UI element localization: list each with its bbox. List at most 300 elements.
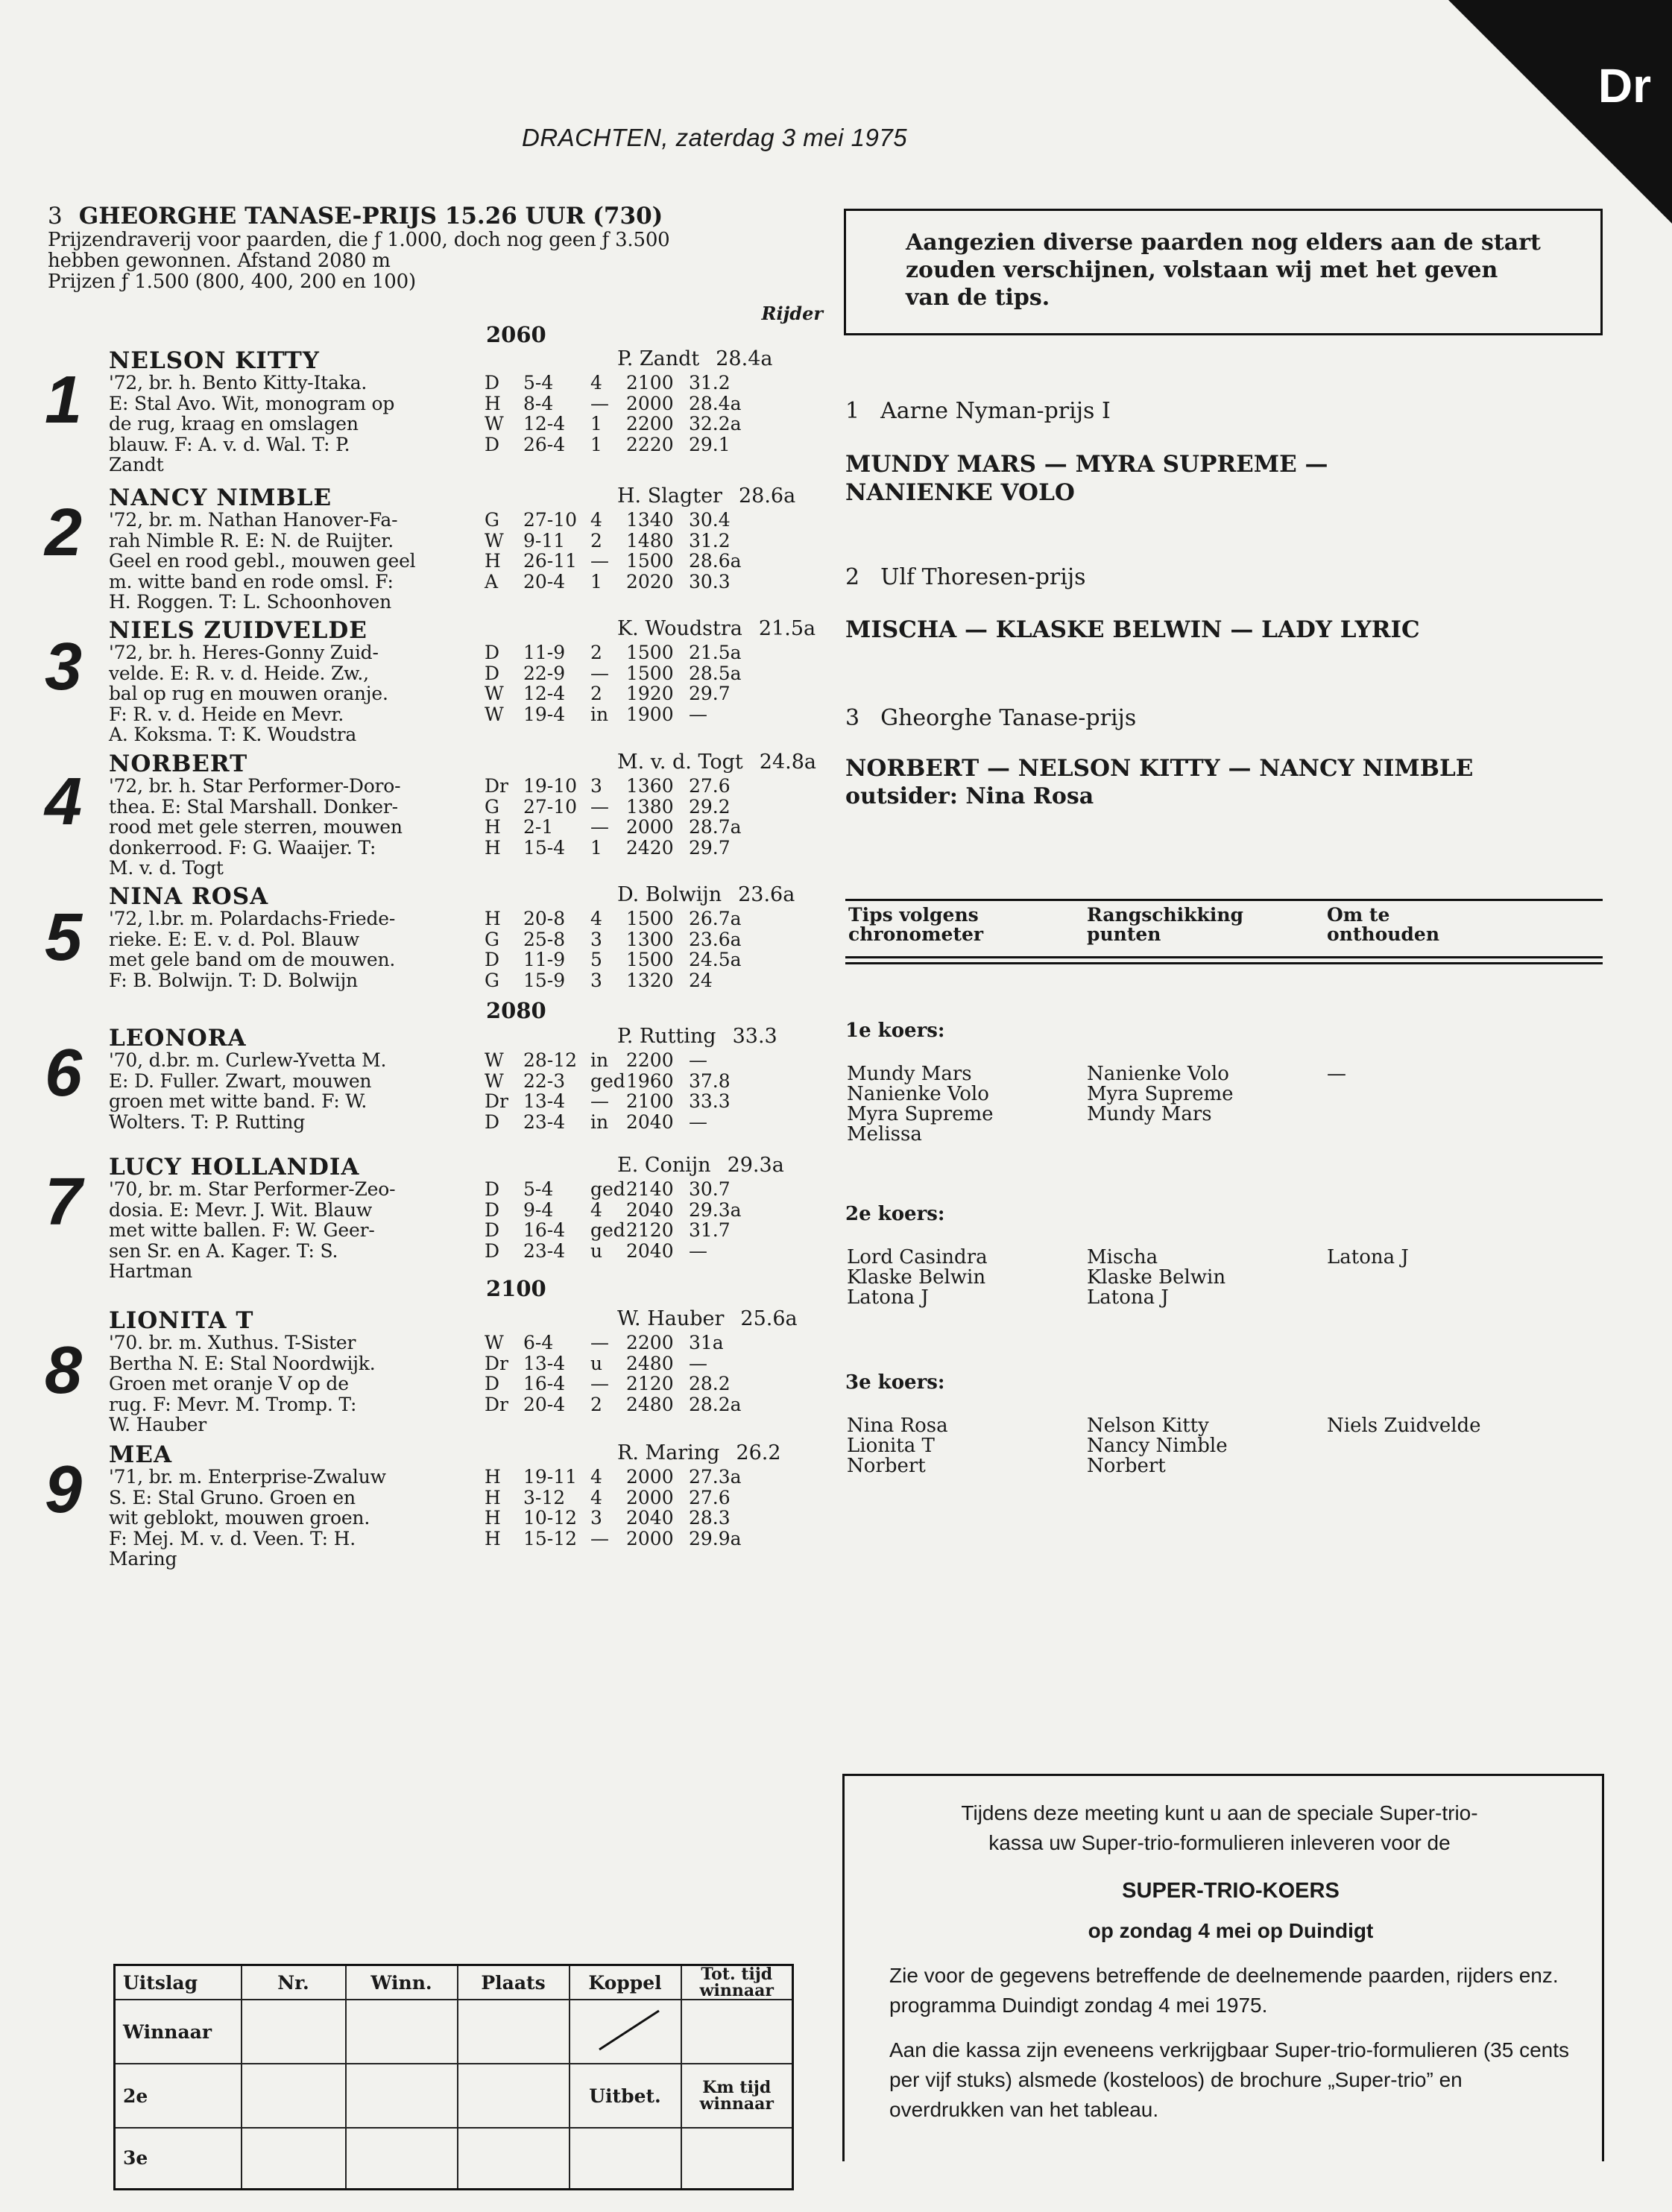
- koers-onthouden-column: [1327, 1064, 1346, 1084]
- description-line: de rug, kraag en omslagen: [109, 413, 359, 434]
- performance-row: [485, 1179, 742, 1200]
- performance-cell: 3-12: [523, 1486, 566, 1508]
- performance-cell: 2-1: [523, 816, 554, 838]
- horse-description: [109, 1050, 511, 1132]
- horse-description: [109, 1333, 511, 1435]
- performance-cell: 1500: [626, 662, 674, 684]
- performance-cell: 29.7: [689, 683, 731, 704]
- performance-cell: 2000: [626, 1466, 674, 1488]
- performance-row: [485, 551, 742, 572]
- rider-record: [617, 1307, 798, 1330]
- description-line: S. E: Stal Gruno. Groen en: [109, 1486, 356, 1508]
- performance-row: [485, 1071, 731, 1092]
- performance-row: [485, 1467, 742, 1488]
- koers-horse-name: Norbert: [1087, 1455, 1166, 1477]
- tip-picks-line: NORBERT — NELSON KITTY — NANCY NIMBLE: [845, 755, 1474, 782]
- performance-cell: 24.5a: [689, 949, 742, 970]
- performance-cell: 19-11: [523, 1466, 578, 1488]
- record-time: 24.8a: [759, 750, 816, 774]
- uitbet-label: Uitbet.: [570, 2064, 681, 2128]
- record-time: 29.3a: [727, 1154, 784, 1177]
- performance-list: [485, 908, 742, 990]
- performance-cell: 2100: [626, 372, 674, 394]
- result-row-label: Winnaar: [115, 2000, 242, 2064]
- performance-cell: 26-4: [523, 433, 566, 455]
- performance-cell: 26.7a: [689, 908, 742, 929]
- rider-name: K. Woudstra: [617, 617, 742, 640]
- performance-cell: 33.3: [689, 1090, 731, 1112]
- result-cell: [242, 2000, 346, 2064]
- performance-list: [485, 1050, 731, 1132]
- rijder-label: Rijder: [761, 303, 823, 324]
- performance-cell: 2040: [626, 1110, 674, 1133]
- performance-cell: —: [590, 1373, 609, 1394]
- performance-cell: H: [485, 1507, 501, 1529]
- performance-cell: 3: [590, 969, 602, 991]
- performance-cell: D: [485, 1178, 500, 1200]
- performance-cell: 25-8: [523, 928, 566, 950]
- rider-record: [617, 883, 795, 906]
- horse-number: 1: [45, 363, 83, 437]
- performance-cell: H: [485, 1527, 501, 1549]
- performance-row: [485, 572, 742, 592]
- performance-cell: 19-10: [523, 775, 578, 797]
- performance-cell: 21.5a: [689, 642, 742, 663]
- performance-cell: H: [485, 1466, 501, 1488]
- description-line: rug. F: Mevr. M. Tromp. T:: [109, 1393, 357, 1415]
- description-line: Groen met oranje V op de: [109, 1373, 349, 1394]
- performance-cell: 1: [590, 570, 602, 592]
- tip-race-name: Ulf Thoresen-prijs: [880, 564, 1086, 590]
- performance-cell: 5: [590, 949, 602, 970]
- koers-punten-column: [1087, 1416, 1228, 1476]
- performance-cell: 31.7: [689, 1219, 731, 1241]
- performance-cell: D: [485, 372, 500, 394]
- koers-horse-name: Mundy Mars: [1087, 1103, 1212, 1125]
- horse-description: [109, 1467, 511, 1570]
- koers-horse-name: Norbert: [847, 1455, 926, 1477]
- performance-cell: 27.3a: [689, 1466, 742, 1488]
- result-cell: [681, 2128, 793, 2189]
- performance-cell: 2140: [626, 1178, 674, 1200]
- tip-race-heading: [845, 564, 1086, 590]
- performance-cell: 15-4: [523, 836, 566, 859]
- performance-row: [485, 949, 742, 970]
- performance-cell: 3: [590, 1507, 602, 1529]
- horse-name: NORBERT: [109, 750, 248, 777]
- performance-cell: 28.2a: [689, 1393, 742, 1415]
- performance-cell: ged: [590, 1178, 625, 1200]
- tip-race-name: Aarne Nyman-prijs I: [880, 398, 1111, 424]
- performance-cell: 2000: [626, 816, 674, 838]
- result-cell: [346, 2000, 458, 2064]
- performance-cell: D: [485, 433, 500, 455]
- performance-cell: 23.6a: [689, 928, 742, 950]
- race-number: 3: [48, 203, 63, 230]
- koers-chrono-column: [847, 1064, 994, 1145]
- race-title-text: GHEORGHE TANASE-PRIJS 15.26 UUR (730): [78, 203, 663, 230]
- horse-name: NANCY NIMBLE: [109, 484, 332, 511]
- tips-table-header: [845, 899, 1603, 964]
- koers-label: 1e koers:: [845, 1020, 945, 1042]
- description-line: m. witte band en rode omsl. F:: [109, 570, 394, 592]
- performance-cell: in: [590, 1049, 609, 1071]
- performance-cell: 27.6: [689, 775, 731, 797]
- performance-cell: 28.7a: [689, 816, 742, 838]
- rider-name: E. Conijn: [617, 1154, 711, 1177]
- performance-cell: 9-11: [523, 529, 566, 552]
- description-line: '70. br. m. Xuthus. T-Sister: [109, 1332, 356, 1353]
- performance-cell: 2040: [626, 1198, 674, 1221]
- performance-cell: 3: [590, 775, 602, 797]
- koers-horse-name: Latona J: [1327, 1246, 1409, 1268]
- description-line: rood met gele sterren, mouwen: [109, 816, 403, 838]
- performance-cell: 5-4: [523, 1178, 554, 1200]
- performance-cell: 30.4: [689, 509, 731, 531]
- koers-punten-column: [1087, 1064, 1234, 1125]
- performance-cell: 2420: [626, 836, 674, 859]
- performance-cell: 1380: [626, 795, 674, 818]
- performance-row: [485, 817, 742, 838]
- tip-race-heading: [845, 398, 1111, 424]
- performance-cell: 24: [689, 969, 713, 991]
- performance-cell: 29.7: [689, 836, 731, 859]
- performance-row: [485, 838, 742, 859]
- tip-race-heading: [845, 705, 1136, 731]
- description-line: Wolters. T: P. Rutting: [109, 1110, 306, 1133]
- performance-row: [485, 663, 742, 684]
- performance-cell: H: [485, 550, 501, 572]
- performance-cell: 2480: [626, 1393, 674, 1415]
- rider-record: [617, 1025, 777, 1048]
- record-time: 33.3: [732, 1025, 777, 1048]
- race-desc-1: Prijzendraverij voor paarden, die ƒ 1.000, doch nog geen ƒ 3.500: [48, 229, 670, 251]
- rider-name: M. v. d. Togt: [617, 750, 743, 774]
- description-line: '70, d.br. m. Curlew-Yvetta M.: [109, 1049, 387, 1071]
- performance-row: [485, 776, 742, 797]
- performance-cell: 6-4: [523, 1332, 554, 1353]
- description-line: bal op rug en mouwen oranje.: [109, 683, 388, 704]
- performance-list: [485, 1179, 742, 1261]
- performance-cell: 2100: [626, 1090, 674, 1112]
- koers-horse-name: Nanienke Volo: [847, 1083, 989, 1105]
- record-time: 21.5a: [758, 617, 816, 640]
- koers-horse-name: Klaske Belwin: [847, 1266, 986, 1289]
- tip-number: 2: [845, 564, 860, 590]
- performance-cell: 30.3: [689, 570, 731, 592]
- divider: [845, 956, 1603, 958]
- race-desc-2: hebben gewonnen. Afstand 2080 m: [48, 250, 391, 272]
- rider-record: [617, 484, 795, 508]
- tip-number: 3: [845, 705, 860, 731]
- description-line: thea. E: Stal Marshall. Donker-: [109, 795, 398, 818]
- tip-picks: [845, 754, 1473, 811]
- record-time: 23.6a: [738, 883, 795, 906]
- description-line: '71, br. m. Enterprise-Zwaluw: [109, 1466, 386, 1488]
- horse-number: 6: [45, 1036, 83, 1110]
- performance-cell: 15-12: [523, 1527, 578, 1549]
- horse-number: 7: [45, 1165, 83, 1239]
- performance-cell: 20-4: [523, 1393, 566, 1415]
- performance-cell: 29.1: [689, 433, 731, 455]
- performance-cell: D: [485, 1110, 500, 1133]
- performance-row: [485, 1394, 742, 1415]
- rider-name: H. Slagter: [617, 484, 722, 508]
- koers-chrono-column: [847, 1248, 988, 1308]
- performance-cell: H: [485, 392, 501, 414]
- col-header-chronometer: Tips volgens chronometer: [848, 904, 984, 945]
- koppel-slash-cell: [570, 2000, 681, 2064]
- performance-cell: 2000: [626, 1527, 674, 1549]
- performance-cell: 2: [590, 683, 602, 704]
- horse-number: 5: [45, 900, 83, 975]
- performance-cell: D: [485, 1239, 500, 1262]
- performance-cell: 2020: [626, 570, 674, 592]
- koers-horse-name: Myra Supreme: [847, 1103, 994, 1125]
- performance-cell: G: [485, 795, 499, 818]
- performance-cell: in: [590, 1110, 609, 1133]
- performance-row: [485, 1374, 742, 1394]
- slash-mark: [584, 2003, 666, 2055]
- description-line: met gele band om de mouwen.: [109, 949, 396, 970]
- performance-cell: 1500: [626, 908, 674, 929]
- result-table: [113, 1964, 794, 2190]
- horse-name: NINA ROSA: [109, 883, 269, 910]
- performance-cell: D: [485, 1373, 500, 1394]
- result-cell: [681, 2000, 793, 2064]
- performance-row: [485, 683, 742, 704]
- performance-cell: H: [485, 1486, 501, 1508]
- performance-cell: 2120: [626, 1219, 674, 1241]
- info-paragraph: Aan die kassa zijn eveneens verkrijgbaar Super-trio-formulieren (35 cents per vijf stuks) alsmede (kosteloos) de brochure „Super-trio” en overdrukken van het tableau.: [889, 2038, 1569, 2121]
- performance-cell: 31.2: [689, 529, 731, 552]
- performance-cell: Dr: [485, 775, 508, 797]
- performance-list: [485, 776, 742, 858]
- performance-list: [485, 642, 742, 724]
- performance-cell: 15-9: [523, 969, 566, 991]
- performance-cell: D: [485, 1219, 500, 1241]
- performance-cell: 2: [590, 1393, 602, 1415]
- notice-box: Aangezien diverse paarden nog elders aan de start zouden verschijnen, volstaan wij met het geven van de tips.: [844, 209, 1603, 335]
- rider-record: [617, 617, 816, 640]
- performance-cell: 23-4: [523, 1239, 566, 1262]
- horse-description: [109, 510, 511, 613]
- performance-cell: —: [590, 662, 609, 684]
- performance-cell: G: [485, 928, 499, 950]
- performance-cell: u: [590, 1352, 603, 1374]
- koers-horse-name: —: [1327, 1063, 1346, 1085]
- performance-cell: 4: [590, 1466, 602, 1488]
- performance-row: [485, 704, 742, 725]
- performance-row: [485, 1220, 742, 1241]
- horse-name: MEA: [109, 1441, 172, 1468]
- performance-cell: 10-12: [523, 1507, 578, 1529]
- km-tijd-label: Km tijd winnaar: [681, 2064, 793, 2128]
- rider-record: [617, 1154, 784, 1177]
- performance-cell: 31.2: [689, 372, 731, 394]
- col-header-punten: Rangschikking punten: [1087, 904, 1243, 945]
- description-line: F: Mej. M. v. d. Veen. T: H.: [109, 1527, 356, 1549]
- description-line: E: Stal Avo. Wit, monogram op: [109, 392, 395, 414]
- description-line: '70, br. m. Star Performer-Zeo-: [109, 1178, 396, 1200]
- performance-list: [485, 1333, 742, 1415]
- result-cell: [458, 2064, 570, 2128]
- performance-row: [485, 970, 742, 991]
- performance-cell: 20-8: [523, 908, 566, 929]
- result-cell: [242, 2128, 346, 2189]
- performance-row: [485, 394, 742, 414]
- description-line: met witte ballen. F: W. Geer-: [109, 1219, 375, 1241]
- tip-picks: [845, 450, 1328, 507]
- koers-horse-name: Mischa: [1087, 1246, 1158, 1268]
- tip-picks-line: MISCHA — KLASKE BELWIN — LADY LYRIC: [845, 616, 1420, 643]
- performance-cell: 2040: [626, 1507, 674, 1529]
- koers-horse-name: Nelson Kitty: [1087, 1415, 1209, 1437]
- performance-cell: G: [485, 969, 499, 991]
- info-line: Tijdens deze meeting kunt u aan de speciale Super-trio-: [961, 1801, 1478, 1824]
- description-line: wit geblokt, mouwen groen.: [109, 1507, 370, 1529]
- koers-horse-name: Latona J: [847, 1286, 929, 1309]
- result-header: Nr.: [242, 1965, 346, 2000]
- result-cell: [242, 2064, 346, 2128]
- performance-cell: 22-9: [523, 662, 566, 684]
- performance-row: [485, 1241, 742, 1262]
- tip-picks-line: MUNDY MARS — MYRA SUPREME —: [845, 451, 1328, 478]
- description-line: '72, br. m. Nathan Hanover-Fa-: [109, 509, 398, 531]
- performance-cell: 2480: [626, 1352, 674, 1374]
- result-header: Winn.: [346, 1965, 458, 2000]
- performance-cell: 28.6a: [689, 550, 742, 572]
- koers-label: 2e koers:: [845, 1203, 945, 1225]
- performance-cell: 30.7: [689, 1178, 731, 1200]
- corner-label: Dr: [1597, 59, 1651, 113]
- horse-number: 8: [45, 1333, 83, 1408]
- info-title: SUPER-TRIO-KOERS: [1122, 1879, 1340, 1903]
- info-paragraph: Zie voor de gegevens betreffende de deelnemende paarden, rijders enz. programma Duindigt zondag 4 mei 1975.: [889, 1964, 1559, 2017]
- performance-row: [485, 1333, 742, 1353]
- performance-cell: Dr: [485, 1352, 508, 1374]
- performance-cell: 1340: [626, 509, 674, 531]
- koers-chrono-column: [847, 1416, 948, 1476]
- description-line: sen Sr. en A. Kager. T: S.: [109, 1239, 338, 1262]
- performance-cell: —: [590, 816, 609, 838]
- koers-horse-name: Melissa: [847, 1123, 922, 1146]
- description-line: '72, br. h. Heres-Gonny Zuid-: [109, 642, 379, 663]
- performance-cell: —: [689, 703, 707, 725]
- performance-row: [485, 531, 742, 552]
- performance-cell: 27-10: [523, 509, 578, 531]
- performance-cell: 2000: [626, 1486, 674, 1508]
- performance-cell: 31a: [689, 1332, 724, 1353]
- performance-row: [485, 1488, 742, 1508]
- performance-cell: 2000: [626, 392, 674, 414]
- performance-cell: 2200: [626, 1049, 674, 1071]
- rider-name: D. Bolwijn: [617, 883, 722, 906]
- performance-cell: W: [485, 703, 504, 725]
- koers-horse-name: Nanienke Volo: [1087, 1063, 1229, 1085]
- rider-name: W. Hauber: [617, 1307, 725, 1330]
- tip-race-name: Gheorghe Tanase-prijs: [880, 705, 1137, 731]
- performance-cell: —: [689, 1110, 707, 1133]
- performance-cell: W: [485, 1049, 504, 1071]
- performance-cell: 2200: [626, 413, 674, 434]
- performance-row: [485, 414, 742, 434]
- performance-cell: 1: [590, 413, 602, 434]
- horse-number: 3: [45, 630, 83, 704]
- performance-cell: ged: [590, 1069, 625, 1092]
- result-header: Plaats: [458, 1965, 570, 2000]
- tip-number: 1: [845, 398, 860, 424]
- result-header: Koppel: [570, 1965, 681, 2000]
- performance-cell: 1: [590, 433, 602, 455]
- result-header: Tot. tijd winnaar: [681, 1965, 793, 2000]
- performance-cell: 20-4: [523, 570, 566, 592]
- result-cell: [570, 2128, 681, 2189]
- performance-row: [485, 797, 742, 818]
- performance-cell: —: [590, 1090, 609, 1112]
- record-time: 28.6a: [738, 484, 796, 508]
- description-line: donkerrood. F: G. Waaijer. T:: [109, 836, 376, 859]
- performance-cell: —: [590, 1332, 609, 1353]
- description-line: Hartman: [109, 1260, 193, 1282]
- description-line: W. Hauber: [109, 1414, 206, 1435]
- description-line: F: R. v. d. Heide en Mevr.: [109, 703, 344, 725]
- result-row-label: 2e: [115, 2064, 242, 2128]
- result-cell: [346, 2064, 458, 2128]
- performance-row: [485, 1091, 731, 1112]
- performance-cell: 12-4: [523, 683, 566, 704]
- performance-list: [485, 373, 742, 455]
- horse-number: 9: [45, 1453, 83, 1527]
- description-line: '72, br. h. Star Performer-Doro-: [109, 775, 401, 797]
- rider-name: R. Maring: [617, 1441, 720, 1464]
- performance-cell: H: [485, 836, 501, 859]
- super-trio-info-box: [842, 1774, 1604, 2161]
- description-line: F: B. Bolwijn. T: D. Bolwijn: [109, 969, 358, 991]
- horse-name: LEONORA: [109, 1025, 247, 1052]
- performance-row: [485, 1508, 742, 1529]
- performance-cell: 2: [590, 642, 602, 663]
- horse-name: NELSON KITTY: [109, 347, 320, 374]
- koers-horse-name: Lord Casindra: [847, 1246, 988, 1268]
- performance-cell: —: [590, 1527, 609, 1549]
- result-cell: [458, 2000, 570, 2064]
- rider-record: [617, 1441, 781, 1464]
- performance-cell: 1900: [626, 703, 674, 725]
- performance-cell: u: [590, 1239, 603, 1262]
- performance-cell: 1320: [626, 969, 674, 991]
- performance-cell: 4: [590, 509, 602, 531]
- performance-list: [485, 510, 742, 592]
- performance-cell: 28-12: [523, 1049, 578, 1071]
- performance-cell: H: [485, 816, 501, 838]
- performance-cell: 28.5a: [689, 662, 742, 684]
- performance-cell: ged: [590, 1219, 625, 1241]
- performance-cell: —: [689, 1239, 707, 1262]
- description-line: dosia. E: Mevr. J. Wit. Blauw: [109, 1198, 373, 1221]
- performance-cell: in: [590, 703, 609, 725]
- performance-cell: 29.3a: [689, 1198, 742, 1221]
- result-row-label: 3e: [115, 2128, 242, 2189]
- rider-record: [617, 750, 816, 774]
- performance-cell: 16-4: [523, 1219, 566, 1241]
- performance-cell: 13-4: [523, 1090, 566, 1112]
- horse-description: [109, 1179, 511, 1282]
- performance-cell: —: [689, 1049, 707, 1071]
- koers-horse-name: Mundy Mars: [847, 1063, 972, 1085]
- performance-row: [485, 373, 742, 394]
- performance-cell: 23-4: [523, 1110, 566, 1133]
